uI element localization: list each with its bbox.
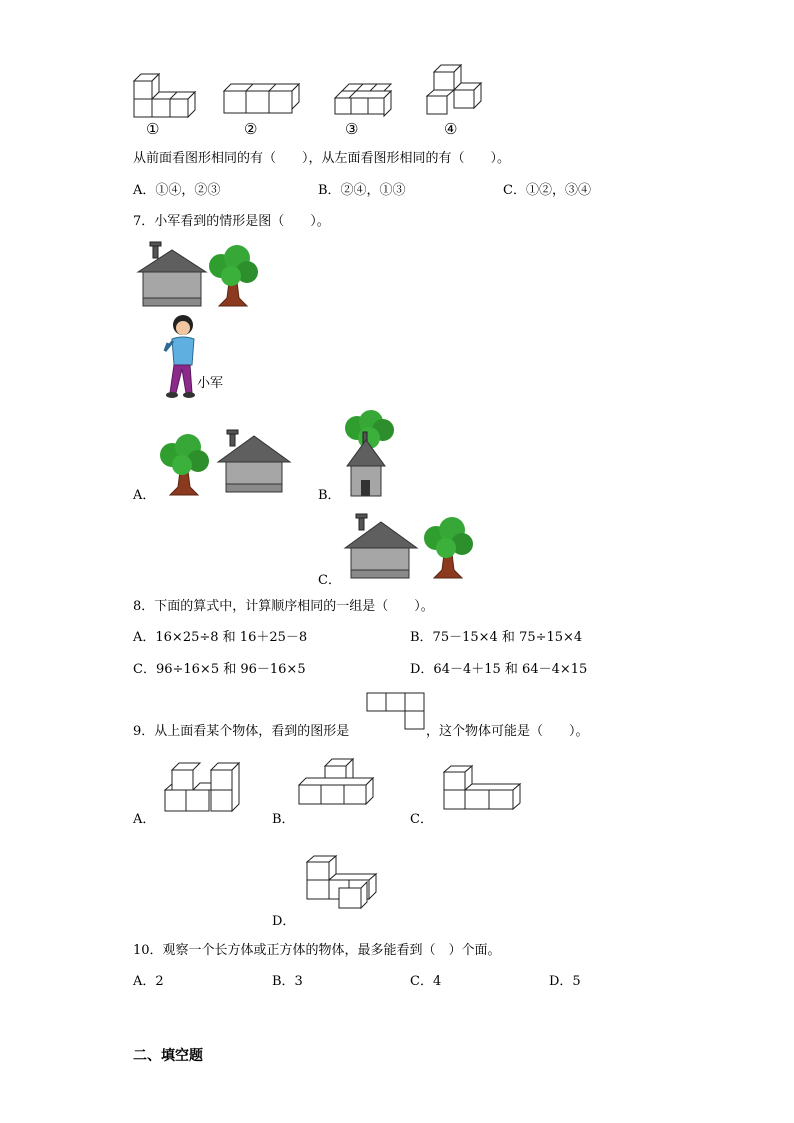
q6-option-a[interactable]: A．①④，②③ bbox=[133, 183, 221, 198]
house-icon bbox=[136, 242, 208, 308]
q7-option-c-tree-icon bbox=[422, 516, 474, 580]
q10-option-c[interactable]: C．4 bbox=[410, 974, 442, 989]
q6-figure-3 bbox=[333, 82, 395, 116]
q7-option-c-house-icon bbox=[343, 514, 419, 580]
q8-option-c[interactable]: C．96÷16×5 和 96－16×5 bbox=[133, 662, 306, 677]
q10-option-b[interactable]: B．3 bbox=[272, 974, 303, 989]
section-2-title: 二、填空题 bbox=[133, 1048, 203, 1064]
q6-figure-3-label: ③ bbox=[345, 120, 359, 138]
q8-option-d[interactable]: D．64－4＋15 和 64－4×15 bbox=[410, 662, 588, 677]
q6-option-b[interactable]: B．②④，①③ bbox=[318, 183, 406, 198]
q9-option-d[interactable]: D． bbox=[272, 914, 296, 929]
q8-option-b[interactable]: B．75－15×4 和 75÷15×4 bbox=[410, 630, 583, 645]
q9-stem-before: 9．从上面看某个物体，看到的图形是 bbox=[133, 724, 350, 739]
person-name-label: 小军 bbox=[197, 376, 224, 391]
q6-stem: 从前面看图形相同的有（ ），从左面看图形相同的有（ ）。 bbox=[133, 151, 511, 166]
q6-figure-1 bbox=[130, 70, 190, 116]
tree-icon bbox=[207, 244, 259, 308]
q9-top-view-figure bbox=[366, 692, 426, 732]
q6-option-c[interactable]: C．①②，③④ bbox=[503, 183, 591, 198]
q7-option-a-tree-icon bbox=[160, 433, 210, 497]
q10-stem: 10．观察一个长方体或正方体的物体，最多能看到（ ）个面。 bbox=[133, 943, 501, 958]
q9-stem-after: ，这个物体可能是（ ）。 bbox=[426, 724, 589, 739]
q10-option-a[interactable]: A．2 bbox=[133, 974, 164, 989]
q6-figure-2-label: ② bbox=[244, 120, 258, 138]
person-icon bbox=[160, 313, 200, 399]
q9-option-b-figure bbox=[297, 756, 377, 810]
q8-option-a[interactable]: A．16×25÷8 和 16＋25－8 bbox=[133, 630, 308, 645]
q7-option-a[interactable]: A． bbox=[133, 488, 156, 503]
q7-option-b-scene-icon bbox=[343, 410, 397, 498]
q6-figure-4-label: ④ bbox=[444, 120, 458, 138]
q9-option-a-figure bbox=[163, 760, 243, 818]
q9-option-b[interactable]: B． bbox=[272, 812, 295, 827]
q9-option-c-figure bbox=[442, 764, 522, 814]
q6-figure-4 bbox=[424, 63, 486, 117]
q9-option-a[interactable]: A． bbox=[133, 812, 156, 827]
q7-option-b[interactable]: B． bbox=[318, 488, 341, 503]
q7-option-a-house-icon bbox=[216, 430, 292, 494]
q9-option-c[interactable]: C． bbox=[410, 812, 433, 827]
q8-stem: 8．下面的算式中，计算顺序相同的一组是（ ）。 bbox=[133, 599, 434, 614]
q7-option-c[interactable]: C． bbox=[318, 573, 341, 588]
q7-stem: 7．小军看到的情形是图（ ）。 bbox=[133, 214, 330, 229]
q10-option-d[interactable]: D．5 bbox=[549, 974, 581, 989]
q6-figure-2 bbox=[222, 82, 302, 116]
q6-figure-1-label: ① bbox=[146, 120, 160, 138]
q9-option-d-figure bbox=[305, 854, 381, 912]
